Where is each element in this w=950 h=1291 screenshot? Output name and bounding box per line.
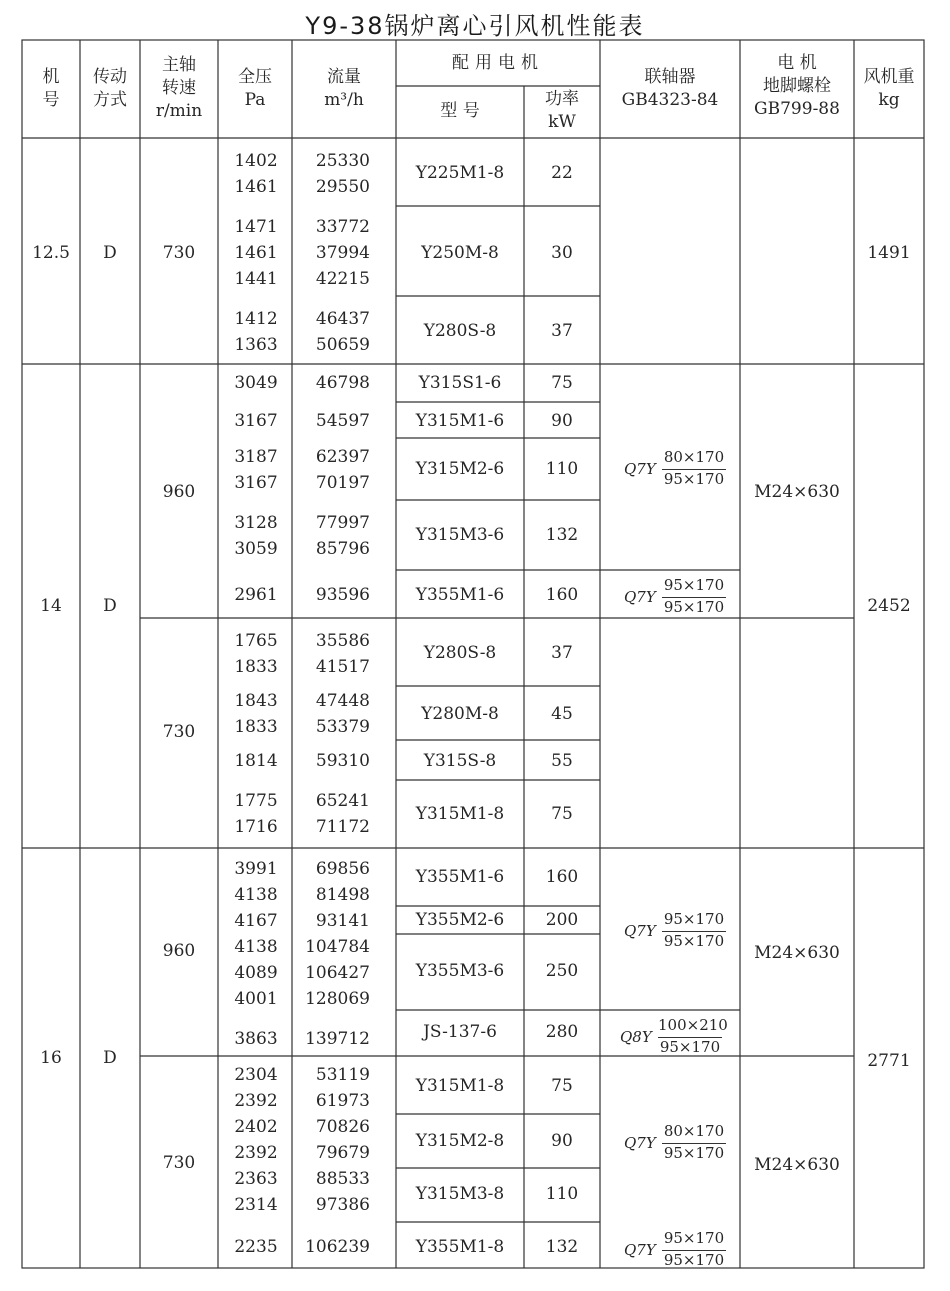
- flow-cell: 47448: [315, 691, 370, 711]
- motor-model-cell: Y355M1-8: [415, 1237, 505, 1257]
- flow-cell: 85796: [315, 539, 370, 559]
- weight-12-5: 1491: [867, 243, 911, 263]
- flow-cell: 41517: [315, 657, 370, 677]
- speed-16-960: 960: [162, 941, 196, 961]
- pressure-cell: 3167: [234, 411, 278, 431]
- pressure-cell: 3167: [234, 473, 278, 493]
- motor-power-cell: 132: [545, 525, 579, 545]
- motor-power-cell: 75: [551, 804, 573, 824]
- flow-cell: 104784: [305, 937, 370, 957]
- coupling-denominator: 95×170: [663, 1251, 725, 1269]
- flow-cell: 29550: [315, 177, 370, 197]
- pressure-cell: 1814: [234, 751, 278, 771]
- pressure-cell: 2235: [234, 1237, 278, 1257]
- pressure-cell: 1412: [234, 309, 278, 329]
- weight-14: 2452: [867, 596, 911, 616]
- coupling-denominator: 95×170: [663, 1144, 725, 1162]
- flow-cell: 79679: [315, 1143, 370, 1163]
- motor-power-cell: 75: [551, 1076, 573, 1096]
- flow-cell: 54597: [315, 411, 370, 431]
- motor-model-cell: Y315M3-6: [415, 525, 505, 545]
- coupling-denominator: 95×170: [663, 932, 725, 950]
- motor-model-cell: Y315M2-6: [415, 459, 505, 479]
- coupling-prefix: Q7Y: [624, 460, 656, 478]
- flow-cell: 93141: [315, 911, 370, 931]
- machine-no-16: 16: [40, 1048, 62, 1068]
- flow-cell: 81498: [315, 885, 370, 905]
- flow-cell: 128069: [305, 989, 370, 1009]
- header-motor-model: 型 号: [440, 101, 480, 121]
- pressure-cell: 1833: [234, 657, 278, 677]
- motor-power-cell: 22: [551, 163, 573, 183]
- coupling-prefix: Q7Y: [624, 922, 656, 940]
- header-flow: 流量 m³/h: [324, 67, 364, 110]
- header-power: 功率 kW: [545, 89, 579, 132]
- bolt-16-960: M24×630: [754, 943, 840, 963]
- coupling-prefix: Q8Y: [620, 1028, 652, 1046]
- flow-cell: 33772: [315, 217, 370, 237]
- flow-cell: 61973: [315, 1091, 370, 1111]
- motor-model-cell: Y355M1-6: [415, 867, 505, 887]
- motor-model-cell: Y225M1-8: [415, 163, 505, 183]
- coupling-numerator: 95×170: [663, 1229, 725, 1247]
- pressure-cell: 4138: [234, 885, 278, 905]
- coupling-numerator: 95×170: [663, 910, 725, 928]
- motor-model-cell: Y315S1-6: [418, 373, 502, 393]
- pressure-cell: 4089: [234, 963, 278, 983]
- motor-power-cell: 37: [551, 643, 573, 663]
- pressure-cell: 2961: [234, 585, 278, 605]
- flow-cell: 42215: [315, 269, 370, 289]
- pressure-cell: 2363: [234, 1169, 278, 1189]
- coupling-prefix: Q7Y: [624, 1241, 656, 1259]
- pressure-cell: 1441: [234, 269, 278, 289]
- pressure-cell: 3128: [234, 513, 278, 533]
- flow-cell: 37994: [315, 243, 370, 263]
- flow-cell: 93596: [315, 585, 370, 605]
- pressure-cell: 3863: [234, 1029, 278, 1049]
- pressure-cell: 1471: [234, 217, 278, 237]
- header-drive: 传动 方式: [93, 67, 127, 110]
- flow-cell: 62397: [315, 447, 370, 467]
- pressure-cell: 2314: [234, 1195, 278, 1215]
- speed-14-730: 730: [162, 722, 196, 742]
- pressure-cell: 2392: [234, 1143, 278, 1163]
- speed-16-730: 730: [162, 1153, 196, 1173]
- header-motor-group: 配用电机: [452, 53, 544, 73]
- machine-no-14: 14: [40, 596, 62, 616]
- motor-model-cell: Y315M2-8: [415, 1131, 505, 1151]
- coupling-denominator: 95×170: [663, 470, 725, 488]
- flow-cell: 59310: [315, 751, 370, 771]
- flow-cell: 139712: [305, 1029, 370, 1049]
- header-machine-no: 机 号: [42, 67, 60, 110]
- coupling-numerator: 80×170: [663, 448, 725, 466]
- motor-power-cell: 250: [545, 961, 579, 981]
- flow-cell: 46437: [315, 309, 370, 329]
- pressure-cell: 3991: [234, 859, 278, 879]
- page-title: Y9-38锅炉离心引风机性能表: [305, 12, 645, 40]
- motor-power-cell: 90: [551, 1131, 573, 1151]
- pressure-cell: 4001: [234, 989, 278, 1009]
- motor-model-cell: Y315S-8: [423, 751, 497, 771]
- motor-model-cell: Y315M1-6: [415, 411, 505, 431]
- flow-cell: 46798: [315, 373, 370, 393]
- motor-power-cell: 110: [545, 1184, 579, 1204]
- motor-power-cell: 45: [551, 704, 573, 724]
- motor-power-cell: 160: [545, 867, 579, 887]
- header-bolt: 电 机 地脚螺栓 GB799-88: [754, 53, 840, 119]
- pressure-cell: 1775: [234, 791, 278, 811]
- motor-model-cell: Y355M3-6: [415, 961, 505, 981]
- drive-16: D: [103, 1048, 117, 1068]
- motor-model-cell: Y280S-8: [423, 643, 497, 663]
- flow-cell: 70826: [315, 1117, 370, 1137]
- pressure-cell: 4138: [234, 937, 278, 957]
- weight-16: 2771: [867, 1051, 911, 1071]
- pressure-cell: 1461: [234, 177, 278, 197]
- motor-model-cell: Y315M1-8: [415, 804, 505, 824]
- motor-power-cell: 200: [545, 910, 579, 930]
- motor-model-cell: Y250M-8: [421, 243, 499, 263]
- pressure-cell: 1461: [234, 243, 278, 263]
- coupling-denominator: 95×170: [663, 598, 725, 616]
- header-speed: 主轴 转速 r/min: [155, 55, 203, 121]
- pressure-cell: 1765: [234, 631, 278, 651]
- flow-cell: 50659: [315, 335, 370, 355]
- pressure-cell: 4167: [234, 911, 278, 931]
- coupling-numerator: 95×170: [663, 576, 725, 594]
- flow-cell: 35586: [315, 631, 370, 651]
- pressure-cell: 3187: [234, 447, 278, 467]
- coupling-numerator: 100×210: [658, 1016, 728, 1034]
- machine-no-12-5: 12.5: [32, 243, 70, 263]
- flow-cell: 106239: [305, 1237, 370, 1257]
- motor-power-cell: 132: [545, 1237, 579, 1257]
- motor-power-cell: 37: [551, 321, 573, 341]
- flow-cell: 25330: [315, 151, 370, 171]
- coupling-prefix: Q7Y: [624, 588, 656, 606]
- coupling-prefix: Q7Y: [624, 1134, 656, 1152]
- flow-cell: 65241: [315, 791, 370, 811]
- pressure-cell: 2392: [234, 1091, 278, 1111]
- pressure-cell: 3049: [234, 373, 278, 393]
- motor-model-cell: Y280M-8: [421, 704, 499, 724]
- motor-power-cell: 75: [551, 373, 573, 393]
- speed-12-5: 730: [162, 243, 196, 263]
- pressure-cell: 1843: [234, 691, 278, 711]
- flow-cell: 88533: [315, 1169, 370, 1189]
- flow-cell: 71172: [315, 817, 370, 837]
- drive-14: D: [103, 596, 117, 616]
- flow-cell: 77997: [315, 513, 370, 533]
- motor-power-cell: 110: [545, 459, 579, 479]
- motor-model-cell: Y280S-8: [423, 321, 497, 341]
- motor-power-cell: 280: [545, 1022, 579, 1042]
- pressure-cell: 1833: [234, 717, 278, 737]
- bolt-14: M24×630: [754, 482, 840, 502]
- speed-14-960: 960: [162, 482, 196, 502]
- motor-model-cell: Y315M3-8: [415, 1184, 505, 1204]
- coupling-numerator: 80×170: [663, 1122, 725, 1140]
- coupling-denominator: 95×170: [659, 1038, 721, 1056]
- pressure-cell: 2402: [234, 1117, 278, 1137]
- pressure-cell: 3059: [234, 539, 278, 559]
- pressure-cell: 2304: [234, 1065, 278, 1085]
- motor-power-cell: 30: [551, 243, 573, 263]
- flow-cell: 106427: [305, 963, 370, 983]
- motor-power-cell: 90: [551, 411, 573, 431]
- pressure-cell: 1402: [234, 151, 278, 171]
- drive-12-5: D: [103, 243, 117, 263]
- header-coupling: 联轴器 GB4323-84: [621, 67, 719, 110]
- pressure-cell: 1716: [234, 817, 278, 837]
- pressure-cell: 1363: [234, 335, 278, 355]
- motor-model-cell: JS-137-6: [423, 1022, 497, 1042]
- flow-cell: 97386: [315, 1195, 370, 1215]
- motor-model-cell: Y355M1-6: [415, 585, 505, 605]
- motor-power-cell: 160: [545, 585, 579, 605]
- header-pressure: 全压 Pa: [238, 67, 272, 110]
- header-weight: 风机重 kg: [863, 67, 915, 110]
- bolt-16-730: M24×630: [754, 1155, 840, 1175]
- flow-cell: 53379: [315, 717, 370, 737]
- flow-cell: 69856: [315, 859, 370, 879]
- flow-cell: 70197: [315, 473, 370, 493]
- motor-model-cell: Y355M2-6: [415, 910, 505, 930]
- flow-cell: 53119: [315, 1065, 370, 1085]
- motor-power-cell: 55: [551, 751, 573, 771]
- motor-model-cell: Y315M1-8: [415, 1076, 505, 1096]
